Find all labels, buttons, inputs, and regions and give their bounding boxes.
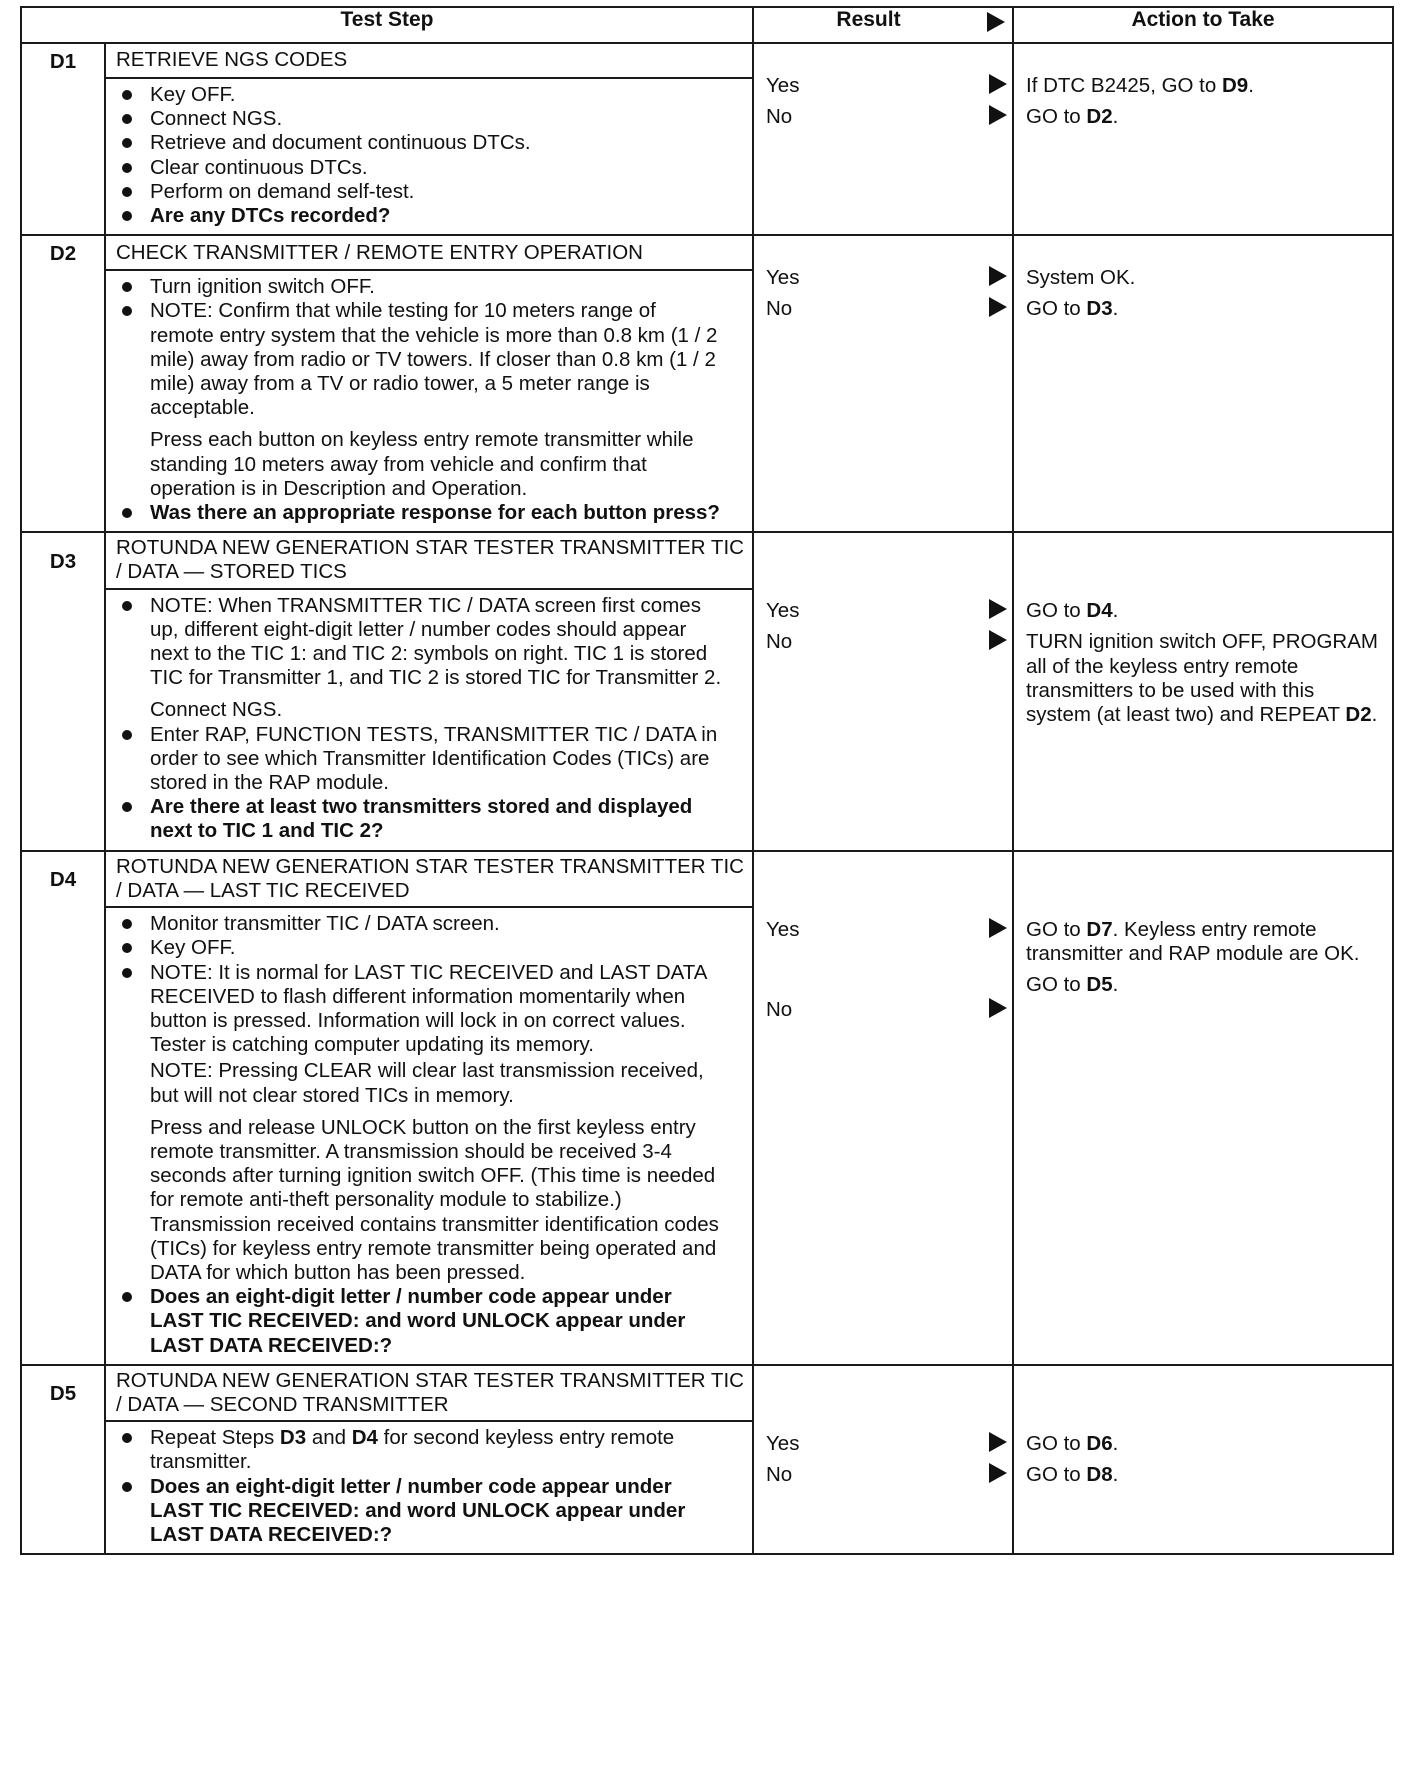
step-actions bbox=[1013, 235, 1393, 532]
step-body bbox=[105, 1421, 753, 1554]
step-paragraph: Press each button on keyless entry remote transmitter while standing 10 meters away from vehicle and confirm that operation is in Description and Operation. bbox=[150, 428, 694, 500]
list-item: Monitor transmitter TIC / DATA screen. bbox=[116, 912, 722, 936]
step-question: Are there at least two transmitters stored and displayed next to TIC 1 and TIC 2? bbox=[116, 795, 722, 843]
step-title: CHECK TRANSMITTER / REMOTE ENTRY OPERATION bbox=[105, 235, 753, 270]
step-title: ROTUNDA NEW GENERATION STAR TESTER TRANSMITTER TIC / DATA — SECOND TRANSMITTER bbox=[105, 1365, 753, 1421]
list-item: Enter RAP, FUNCTION TESTS, TRANSMITTER TIC / DATA in order to see which Transmitter Identification Codes (TICs) are stored in the RAP module. bbox=[116, 723, 722, 796]
step-body bbox=[105, 907, 753, 1365]
arrow-right-icon bbox=[989, 297, 1007, 317]
result-yes: Yes bbox=[766, 74, 800, 97]
step-actions bbox=[1013, 43, 1393, 235]
result-yes: Yes bbox=[766, 917, 800, 941]
arrow-right-icon bbox=[989, 1432, 1007, 1452]
step-question: Does an eight-digit letter / number code appear under LAST TIC RECEIVED: and word UNLOCK appear under LAST DATA RECEIVED:? bbox=[116, 1475, 722, 1548]
result-yes: Yes bbox=[766, 599, 800, 623]
step-question: Was there an appropriate response for each button press? bbox=[116, 501, 722, 525]
step-id: D3 bbox=[21, 532, 105, 588]
list-item: NOTE: Confirm that while testing for 10 meters range of remote entry system that the vehicle is more than 0.8 km (1 / 2 mile) away from radio or TV towers. If closer than 0.8 km (1 / 2 mile) away from a TV or radio tower, a 5 meter range is acceptable. bbox=[116, 299, 722, 420]
step-actions bbox=[1013, 532, 1393, 850]
list-item: Perform on demand self-test. bbox=[116, 180, 722, 204]
step-id: D4 bbox=[21, 851, 105, 907]
list-item: NOTE: When TRANSMITTER TIC / DATA screen first comes up, different eight-digit letter / number codes should appear next to the TIC 1: and TIC 2: symbols on right. TIC 1 is stored TIC for Transmitter 1, and TIC 2 is stored TIC for Transmitter 2. bbox=[116, 594, 722, 691]
step-d3-title-row bbox=[21, 532, 1393, 588]
step-actions bbox=[1013, 1365, 1393, 1554]
header-arrow-cell bbox=[983, 7, 1013, 43]
step-paragraph: Press and release UNLOCK button on the first keyless entry remote transmitter. A transmission should be received 3-4 seconds after turning ignition switch OFF. (This time is needed for remote anti-theft personality module to stabilize.) Transmission received contains transmitter identification codes (TICs) for keyless entry remote transmitter being operated and DATA for which button has been pressed. bbox=[150, 1115, 719, 1284]
header-result: Result bbox=[753, 7, 983, 43]
step-results bbox=[753, 851, 983, 1365]
step-title: ROTUNDA NEW GENERATION STAR TESTER TRANSMITTER TIC / DATA — LAST TIC RECEIVED bbox=[105, 851, 753, 907]
list-item: Repeat Steps D3 and D4 for second keyless entry remote transmitter. bbox=[116, 1426, 722, 1474]
list-item: Connect NGS. bbox=[116, 107, 722, 131]
result-yes: Yes bbox=[766, 1431, 800, 1455]
step-id: D2 bbox=[21, 235, 105, 270]
step-actions bbox=[1013, 851, 1393, 1365]
list-item: Retrieve and document continuous DTCs. bbox=[116, 131, 722, 155]
header-test-step: Test Step bbox=[21, 7, 753, 43]
action-yes: If DTC B2425, GO to D9. bbox=[1026, 74, 1254, 97]
table-header-row bbox=[21, 7, 1393, 43]
step-id: D5 bbox=[21, 1365, 105, 1421]
result-no: No bbox=[766, 630, 793, 654]
result-no: No bbox=[766, 997, 793, 1021]
action-no: GO to D2. bbox=[1026, 105, 1119, 129]
step-results bbox=[753, 235, 983, 532]
step-d1-title-row bbox=[21, 43, 1393, 78]
step-note: NOTE: Pressing CLEAR will clear last transmission received, but will not clear stored TICs in memory. bbox=[150, 1059, 704, 1107]
arrow-right-icon bbox=[989, 74, 1007, 94]
action-no: GO to D8. bbox=[1026, 1462, 1119, 1486]
step-title: RETRIEVE NGS CODES bbox=[105, 43, 753, 78]
arrow-right-icon bbox=[989, 1463, 1007, 1483]
result-no: No bbox=[766, 105, 793, 129]
result-no: No bbox=[766, 1462, 793, 1486]
arrow-right-icon bbox=[989, 998, 1007, 1018]
action-yes: GO to D7. Keyless entry remote transmitter and RAP module are OK. bbox=[1026, 917, 1360, 965]
step-paragraph: Connect NGS. bbox=[150, 698, 283, 722]
result-no: No bbox=[766, 297, 793, 321]
action-no: GO to D5. bbox=[1026, 973, 1119, 997]
result-yes: Yes bbox=[766, 266, 800, 290]
step-results bbox=[753, 532, 983, 850]
step-results bbox=[753, 43, 983, 235]
step-title: ROTUNDA NEW GENERATION STAR TESTER TRANSMITTER TIC / DATA — STORED TICS bbox=[105, 532, 753, 588]
step-question: Does an eight-digit letter / number code appear under LAST TIC RECEIVED: and word UNLOCK appear under LAST DATA RECEIVED:? bbox=[116, 1285, 722, 1358]
step-d5-title-row bbox=[21, 1365, 1393, 1421]
list-item: Turn ignition switch OFF. bbox=[116, 275, 722, 299]
result-arrows bbox=[983, 1365, 1013, 1554]
arrow-right-icon bbox=[989, 918, 1007, 938]
step-body bbox=[105, 589, 753, 851]
step-id: D1 bbox=[21, 43, 105, 78]
list-item: Key OFF. bbox=[116, 936, 722, 960]
step-d2-title-row bbox=[21, 235, 1393, 270]
step-question: Are any DTCs recorded? bbox=[116, 204, 722, 228]
diagnostic-table-page bbox=[20, 6, 1392, 1555]
result-arrows bbox=[983, 43, 1013, 235]
action-yes: GO to D4. bbox=[1026, 599, 1119, 623]
arrow-right-icon bbox=[987, 12, 1005, 32]
arrow-right-icon bbox=[989, 630, 1007, 650]
action-no: TURN ignition switch OFF, PROGRAM all of the keyless entry remote transmitters to be used with this system (at least two) and REPEAT D2. bbox=[1026, 630, 1378, 727]
result-arrows bbox=[983, 851, 1013, 1365]
step-results bbox=[753, 1365, 983, 1554]
action-yes: GO to D6. bbox=[1026, 1431, 1119, 1455]
result-arrows bbox=[983, 235, 1013, 532]
arrow-right-icon bbox=[989, 105, 1007, 125]
action-yes: System OK. bbox=[1026, 266, 1136, 290]
header-action: Action to Take bbox=[1013, 7, 1393, 43]
arrow-right-icon bbox=[989, 599, 1007, 619]
step-d4-title-row bbox=[21, 851, 1393, 907]
step-body bbox=[105, 78, 753, 235]
arrow-right-icon bbox=[989, 266, 1007, 286]
result-arrows bbox=[983, 532, 1013, 850]
list-item: Clear continuous DTCs. bbox=[116, 156, 722, 180]
step-body bbox=[105, 270, 753, 532]
list-item: NOTE: It is normal for LAST TIC RECEIVED and LAST DATA RECEIVED to flash different information momentarily when button is pressed. Information will lock in on correct values. Tester is catching computer updating its memory. bbox=[116, 961, 722, 1058]
diagnostic-test-table bbox=[20, 6, 1394, 1555]
list-item: Key OFF. bbox=[116, 83, 722, 107]
action-no: GO to D3. bbox=[1026, 297, 1119, 321]
